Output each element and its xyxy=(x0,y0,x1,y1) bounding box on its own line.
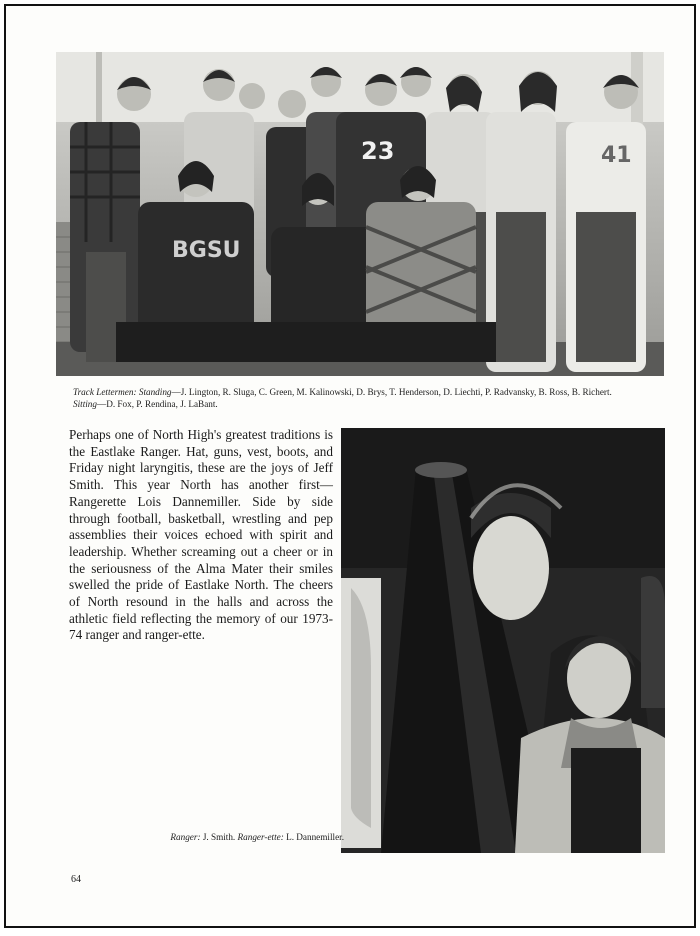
caption-lead: Track Lettermen: xyxy=(73,387,137,397)
ranger-caption xyxy=(144,832,344,844)
caption-sitting-names: —D. Fox, P. Rendina, J. LaBant. xyxy=(97,398,218,409)
yearbook-page xyxy=(4,4,696,928)
rangerette-label: Ranger-ette: xyxy=(237,832,284,842)
caption-sitting-label: Sitting xyxy=(73,398,97,409)
ranger-name: J. Smith. xyxy=(200,832,238,842)
caption-standing-names: —J. Lington, R. Sluga, C. Green, M. Kalinowski, D. Brys, T. Henderson, D. Liechti, P. Radvansky, B. Ross, B. Richert. xyxy=(171,387,612,397)
caption-standing-label: Standing xyxy=(138,387,172,397)
group-photo-caption xyxy=(73,387,673,410)
ranger-photo xyxy=(341,428,665,853)
page-number: 64 xyxy=(71,874,81,885)
rangerette-name: L. Dannemiller. xyxy=(283,832,344,842)
ranger-photo-image xyxy=(341,428,665,853)
ranger-label: Ranger: xyxy=(170,832,201,842)
shirt-text-bgsu: BGSU xyxy=(172,238,241,263)
body-text: Perhaps one of North High's greatest traditions is the Eastlake Ranger. Hat, guns, vest, boots, and Friday night laryngitis, these are the joys of Jeff Smith. This year North has another first—Rangerette Lois Dannemiller. Side by side through football, basketball, wrestling and pep assemblies their voices echoed with spirit and leadership. Whether screaming out a cheer or in the seriousness of the Alma Mater their smiles swelled the pride of Eastlake North. The cheers of North resound in the halls and across the athletic field reflecting the memory of our 1973-74 ranger and ranger-ette. xyxy=(69,427,333,643)
group-photo xyxy=(56,52,664,376)
jersey-number-41: 41 xyxy=(601,143,632,168)
jersey-number-23: 23 xyxy=(361,137,395,165)
group-photo-image xyxy=(56,52,664,376)
